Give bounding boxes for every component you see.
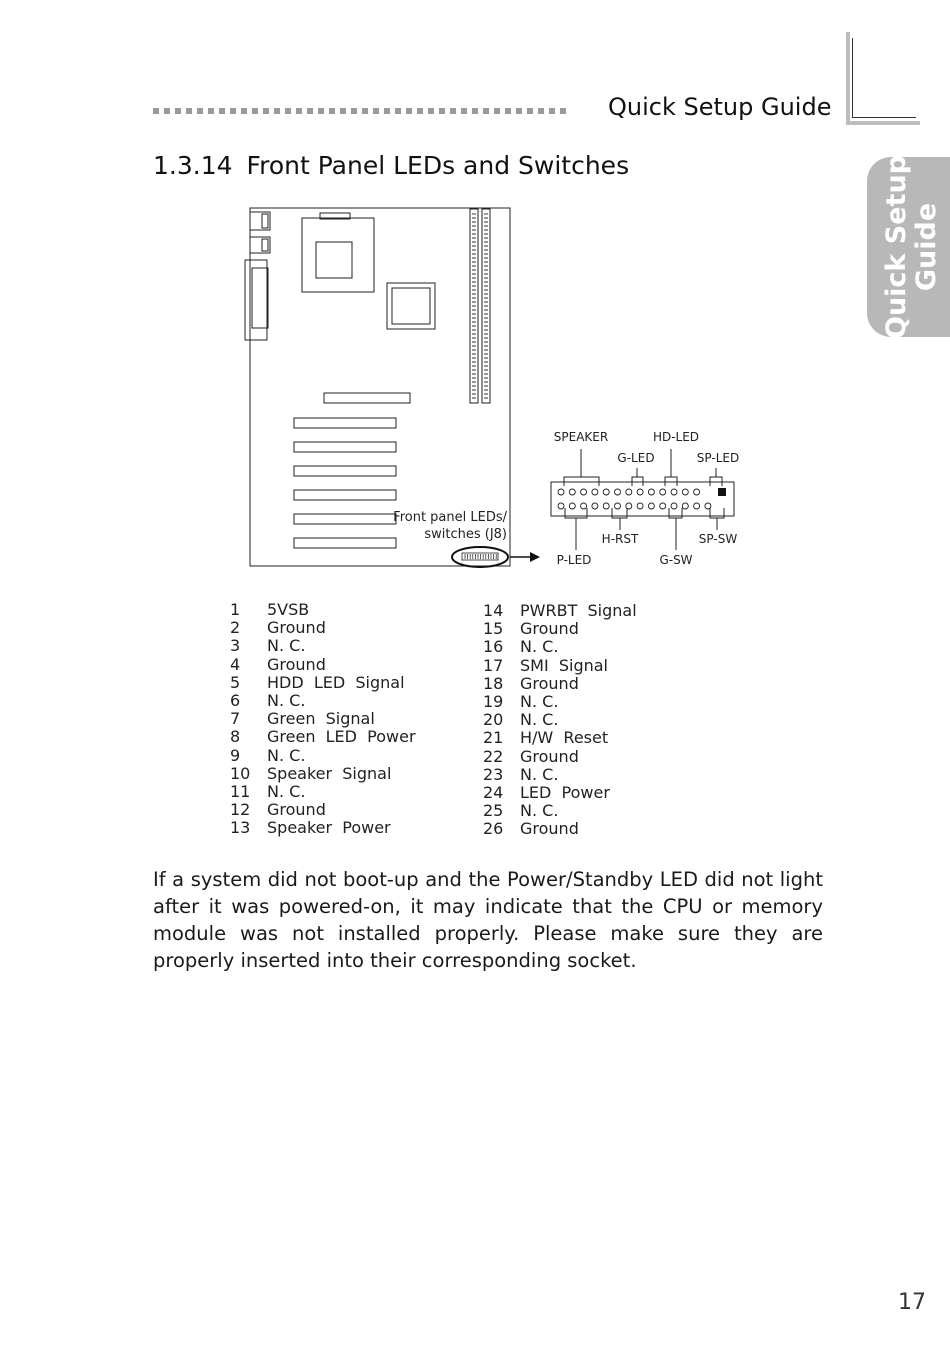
pin-row [483, 693, 637, 711]
pin-row [483, 748, 637, 766]
pin-list-left [230, 601, 416, 838]
j8-header-small-pins [465, 554, 496, 559]
pin-number: 14 [483, 601, 504, 620]
pin-number: 20 [483, 710, 504, 730]
pin-row [230, 765, 416, 783]
pin-function: N. C. [520, 764, 559, 784]
cpu-core [316, 242, 352, 278]
pin-row [230, 619, 416, 637]
cpu-socket [302, 218, 374, 292]
pin-row [483, 675, 637, 693]
pin-function: Ground [520, 819, 579, 839]
pin-function: Ground [520, 746, 579, 766]
pin-function: Green Signal [267, 709, 375, 729]
j8-highlight-ellipse [452, 547, 508, 567]
connector-pin [569, 503, 575, 509]
connector-pin [694, 503, 700, 509]
j8-label-line1: Front panel LEDs/ [393, 510, 507, 525]
io-port-inner [262, 239, 268, 251]
pin-number: 13 [230, 818, 251, 838]
j8-connector-pins [558, 489, 711, 509]
pin-row [230, 801, 416, 819]
pci-slot [294, 442, 396, 452]
connector-pin [603, 503, 609, 509]
pin-function: LED Power [520, 783, 610, 803]
pin-row [483, 729, 637, 747]
label-sp-led: SP-LED [696, 451, 740, 465]
pin-function: Ground [267, 654, 326, 674]
j8-label-line2: switches (J8) [424, 527, 507, 542]
connector-pin [637, 489, 643, 495]
connector-pin [558, 489, 564, 495]
section-number: 1.3.14 [153, 151, 233, 180]
pin-number: 3 [230, 636, 241, 656]
pin-row [483, 620, 637, 638]
label-sp-sw: SP-SW [698, 532, 738, 546]
pin-function: PWRBT Signal [520, 601, 637, 620]
pin-number: 22 [483, 746, 504, 766]
pin-number: 12 [230, 800, 251, 820]
header-title: Quick Setup Guide [608, 93, 832, 121]
pin-row [230, 710, 416, 728]
pin-row [230, 637, 416, 655]
pin-function: Ground [520, 619, 579, 639]
pin-number: 4 [230, 654, 241, 674]
pin-function: Speaker Power [267, 818, 391, 838]
pin-row [483, 602, 637, 620]
connector-pin [637, 503, 643, 509]
connector-pin [592, 503, 598, 509]
connector-pin [660, 489, 666, 495]
pin-number: 5 [230, 672, 241, 692]
connector-pin [626, 489, 632, 495]
chipset [387, 283, 435, 329]
label-g-sw: G-SW [659, 553, 693, 567]
pci-slot [294, 418, 396, 428]
pci-slot [294, 466, 396, 476]
label-hd-led: HD-LED [652, 430, 700, 444]
pin-function: N. C. [267, 636, 306, 656]
connector-pin [615, 489, 621, 495]
connector-pin [581, 489, 587, 495]
pin-number: 26 [483, 819, 504, 839]
page-number: 17 [898, 1290, 926, 1315]
pin-number: 25 [483, 801, 504, 821]
pin-row [483, 784, 637, 802]
connector-pin [682, 489, 688, 495]
pin-function: N. C. [267, 745, 306, 765]
pin-function: N. C. [520, 692, 559, 712]
connector-pin [581, 503, 587, 509]
chipset-die [392, 288, 430, 324]
pin-function: N. C. [520, 801, 559, 821]
pin-number: 11 [230, 782, 251, 802]
body-paragraph: If a system did not boot-up and the Power/Standby LED did not light after it was powered-on, it may indicate that the CPU or memory module was not installed properly. Please make sure they are properly inserted into their corresponding socket. [153, 868, 823, 972]
pin-number: 19 [483, 692, 504, 712]
pci-slot [294, 490, 396, 500]
pin-number: 16 [483, 637, 504, 657]
pin-number: 9 [230, 745, 241, 765]
pin-number: 6 [230, 691, 241, 711]
pin-number: 24 [483, 783, 504, 803]
pin-function: N. C. [267, 691, 306, 711]
arrow-head [530, 552, 540, 562]
pin-row [483, 766, 637, 784]
pin-number: 23 [483, 764, 504, 784]
pin-number: 18 [483, 673, 504, 693]
pin-number: 21 [483, 728, 504, 748]
label-p-led: P-LED [556, 553, 592, 567]
connector-pin [648, 503, 654, 509]
dimm-slot-pins [472, 214, 488, 398]
connector-pin [660, 503, 666, 509]
connector-pin [558, 503, 564, 509]
connector-pin [671, 489, 677, 495]
connector-pin [615, 503, 621, 509]
pin-function: Ground [267, 618, 326, 638]
pin-row [230, 601, 416, 619]
side-tab-line1: Quick Setup [881, 154, 912, 340]
label-g-led: G-LED [617, 451, 655, 465]
pin-row [230, 747, 416, 765]
j8-connector [551, 482, 734, 516]
pin-row [483, 711, 637, 729]
pin-row [483, 802, 637, 820]
pin-row [230, 819, 416, 837]
io-port-inner [252, 268, 268, 328]
pin-function: SMI Signal [520, 655, 608, 675]
pin-function: 5VSB [267, 600, 310, 619]
pin-list-right [483, 602, 637, 839]
pin-row [230, 728, 416, 746]
pin-row [230, 692, 416, 710]
pin-function: Green LED Power [267, 727, 416, 747]
connector-pin [648, 489, 654, 495]
connector-pin [694, 489, 700, 495]
pin-function: Speaker Signal [267, 763, 392, 783]
pin-row [230, 656, 416, 674]
pin-function: H/W Reset [520, 728, 609, 748]
pin-function: N. C. [520, 637, 559, 657]
label-h-rst: H-RST [601, 532, 639, 546]
pin-1-marker [718, 488, 726, 496]
pin-number: 15 [483, 619, 504, 639]
side-tab-line2: Guide [911, 202, 942, 292]
pin-number: 2 [230, 618, 241, 638]
pin-row [483, 657, 637, 675]
connector-pin [569, 489, 575, 495]
pin-function: Ground [520, 673, 579, 693]
pci-slot [294, 538, 396, 548]
connector-pin [671, 503, 677, 509]
pin-function: N. C. [520, 710, 559, 730]
pin-number: 10 [230, 763, 251, 783]
pin-function: N. C. [267, 782, 306, 802]
agp-slot [324, 393, 410, 403]
io-port [250, 212, 270, 230]
io-port-inner [262, 214, 268, 228]
label-speaker: SPEAKER [553, 430, 609, 444]
pin-row [230, 783, 416, 801]
pin-row [230, 674, 416, 692]
pin-number: 1 [230, 600, 241, 619]
pin-function: HDD LED Signal [267, 672, 405, 692]
pin-function: Ground [267, 800, 326, 820]
pci-slot [294, 514, 396, 524]
connector-pin [682, 503, 688, 509]
section-heading: Front Panel LEDs and Switches [246, 151, 630, 180]
pin-number: 17 [483, 655, 504, 675]
pin-row [483, 638, 637, 656]
connector-pin [592, 489, 598, 495]
pin-number: 7 [230, 709, 241, 729]
connector-pin [603, 489, 609, 495]
pin-number: 8 [230, 727, 241, 747]
pin-row [483, 820, 637, 838]
